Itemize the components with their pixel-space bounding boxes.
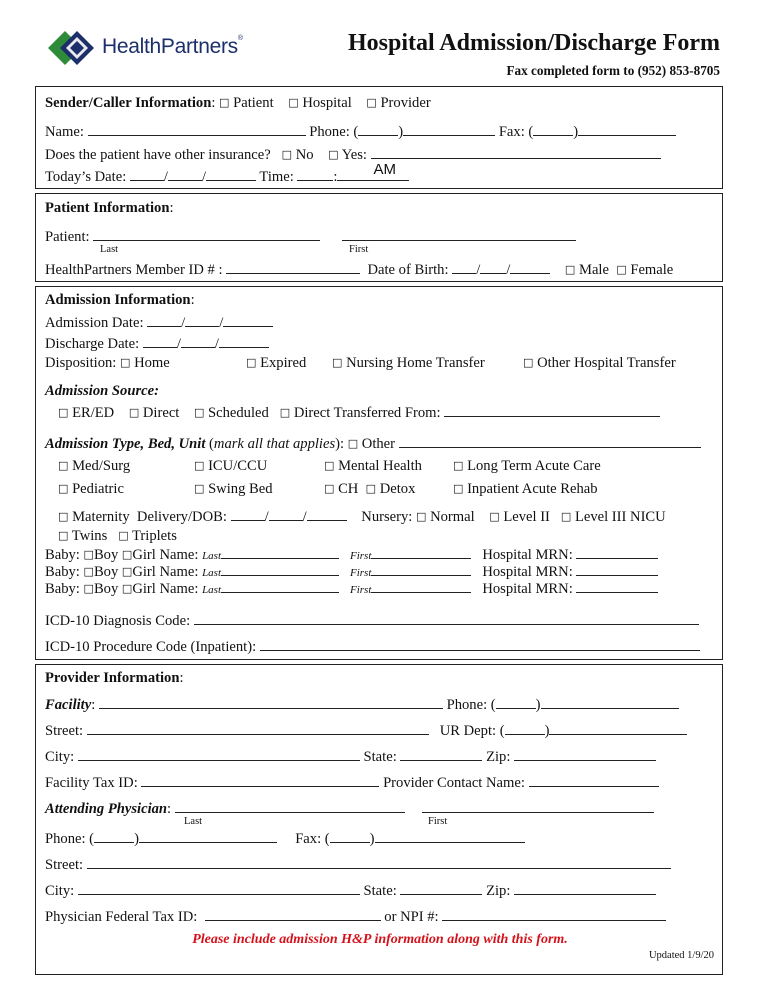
dob-day-field[interactable] (480, 260, 506, 274)
sender-phone-area-field[interactable] (358, 122, 398, 136)
baby-row-3: Baby: □Boy □Girl Name: Last First Hospital MRN: (45, 579, 658, 598)
physician-first-field[interactable] (422, 799, 654, 813)
dob-month-field[interactable] (452, 260, 476, 274)
hp-note: Please include admission H&P information along with this form. (192, 932, 568, 947)
facility-state-field[interactable] (400, 747, 482, 761)
discharge-day-field[interactable] (181, 334, 215, 348)
facility-field[interactable] (99, 695, 443, 709)
icd-diagnosis-row: ICD-10 Diagnosis Code: (45, 611, 699, 630)
detox-checkbox[interactable]: □ (365, 482, 377, 495)
facility-street-field[interactable] (87, 721, 429, 735)
today-year-field[interactable] (206, 167, 256, 181)
type-other-field[interactable] (399, 434, 701, 448)
baby-row-2: Baby: □Boy □Girl Name: Last First Hospital MRN: (45, 562, 658, 581)
baby3-mrn-field[interactable] (576, 579, 658, 593)
icu-ccu-checkbox[interactable]: □ (194, 459, 205, 472)
physician-phone-field[interactable] (139, 829, 277, 843)
time-ampm-field[interactable] (371, 161, 409, 181)
insurance-yes-checkbox[interactable]: □ (328, 148, 339, 161)
dob-year-field[interactable] (510, 260, 550, 274)
patient-first-label: First (349, 244, 369, 255)
physician-last-label: Last (184, 816, 203, 827)
baby1-last-field[interactable] (221, 545, 339, 559)
sender-fax-area-field[interactable] (533, 122, 573, 136)
baby2-mrn-field[interactable] (576, 562, 658, 576)
facility-city-row: City: State: Zip: (45, 747, 656, 766)
provider-heading: Provider Information (45, 670, 180, 686)
baby2-first-field[interactable] (371, 562, 471, 576)
facility-phone-field[interactable] (541, 695, 679, 709)
delivery-day-field[interactable] (269, 507, 303, 521)
admission-section: Admission Information: Admission Date: / / Discharge Date: / / Disposition: □ Home □ Expired □ Nursing Home Transfer □ Other Hospital Transfer Admission Source: □ ER/ED □ Direct □ Scheduled □ Direct Transferred From: Admission Type, Bed, Unit (mark all that applies): □ Other □ Med/Surg □ ICU/CCU □ Mental Health □ Long Term Acute Care □ Pediatric □ Swing Bed □ CH □ Detox □ Inpatient Acute Rehab □ Maternity Delivery/DOB: / / Nursery: □ Normal □ Level II □ Level III NICU □ Twins □ Triplets Baby: □Boy □Girl Name: Last First Hospital MRN: Baby: □Boy □Girl Name: Last First Hospital MRN: Baby: □Boy □Girl Name: Last First Hospital MRN: ICD-10 Diagnosis Code: ICD-10 Procedure Code (Inpatient): (35, 286, 723, 660)
logo-text: HealthPartners® (102, 35, 243, 58)
insurance-row: Does the patient have other insurance? □ No □ Yes: (45, 145, 661, 164)
nursery-level2-checkbox[interactable]: □ (489, 510, 500, 523)
physician-last-field[interactable] (175, 799, 405, 813)
facility-phone-area-field[interactable] (496, 695, 536, 709)
maternity-checkbox[interactable]: □ (58, 510, 69, 523)
inpatient-rehab-checkbox[interactable]: □ (453, 482, 464, 495)
ch-checkbox[interactable]: □ (324, 482, 335, 495)
mental-health-checkbox[interactable]: □ (324, 459, 335, 472)
nursery-normal-checkbox[interactable]: □ (416, 510, 427, 523)
other-insurance-field[interactable] (371, 145, 661, 159)
provider-checkbox[interactable]: □ (366, 96, 377, 109)
admission-heading: Admission Information (45, 292, 191, 308)
baby1-mrn-field[interactable] (576, 545, 658, 559)
physician-fax-field[interactable] (375, 829, 525, 843)
baby3-first-field[interactable] (371, 579, 471, 593)
multiples-row: □ Twins □ Triplets (58, 528, 177, 544)
icd-procedure-row: ICD-10 Procedure Code (Inpatient): (45, 637, 700, 656)
med-surg-checkbox[interactable]: □ (58, 459, 69, 472)
sender-name-row: Name: Phone: ( ) Fax: ( ) (45, 122, 676, 141)
physician-fax-area-field[interactable] (330, 829, 370, 843)
physician-phone-area-field[interactable] (94, 829, 134, 843)
sender-section (35, 86, 723, 189)
triplets-checkbox[interactable]: □ (118, 529, 129, 542)
admission-year-field[interactable] (223, 313, 273, 327)
member-id-field[interactable] (226, 260, 360, 274)
patient-heading: Patient Information (45, 200, 170, 216)
female-checkbox[interactable]: □ (616, 263, 627, 276)
physician-street-field[interactable] (87, 855, 671, 869)
baby2-girl-checkbox[interactable]: □ (121, 565, 133, 578)
admission-date-row: Admission Date: / / (45, 313, 273, 332)
ltac-checkbox[interactable]: □ (453, 459, 464, 472)
sender-phone-field[interactable] (403, 122, 495, 136)
baby2-boy-checkbox[interactable]: □ (83, 565, 94, 578)
pediatric-checkbox[interactable]: □ (58, 482, 69, 495)
twins-checkbox[interactable]: □ (58, 529, 69, 542)
form-title: Hospital Admission/Discharge Form (347, 30, 720, 56)
delivery-year-field[interactable] (307, 507, 347, 521)
ur-phone-field[interactable] (549, 721, 687, 735)
baby3-girl-checkbox[interactable]: □ (121, 582, 133, 595)
physician-phone-row: Phone: ( ) Fax: ( ) (45, 829, 525, 848)
nursery-level3-checkbox[interactable]: □ (560, 510, 572, 523)
swing-bed-checkbox[interactable]: □ (194, 482, 205, 495)
physician-city-row: City: State: Zip: (45, 881, 656, 900)
sender-heading: Sender/Caller Information (45, 95, 212, 111)
tax-id-row: Facility Tax ID: Provider Contact Name: (45, 773, 659, 792)
today-month-field[interactable] (130, 167, 164, 181)
hospital-checkbox[interactable]: □ (288, 96, 299, 109)
fax-note: Fax completed form to (952) 853-8705 (506, 63, 720, 78)
updated-date: Updated 1/9/20 (648, 950, 714, 961)
time-minute-field[interactable] (337, 167, 371, 181)
discharge-date-row: Discharge Date: / / (45, 334, 269, 353)
admission-source-heading: Admission Source: (45, 383, 159, 399)
disposition-other-hospital-checkbox[interactable]: □ (523, 356, 534, 369)
member-row: HealthPartners Member ID # : Date of Birth: / / □ Male □ Female (45, 262, 674, 278)
patient-name-row: Patient: (45, 227, 576, 246)
facility-row: Facility: Phone: ( ) (45, 695, 679, 714)
physician-state-field[interactable] (400, 881, 482, 895)
baby2-last-field[interactable] (221, 562, 339, 576)
source-transfer-checkbox[interactable]: □ (279, 406, 291, 419)
time-ampm-value: AM (373, 161, 396, 178)
logo-diamond-icon (44, 27, 100, 69)
transferred-from-field[interactable] (444, 403, 660, 417)
disposition-expired-checkbox[interactable]: □ (246, 356, 257, 369)
sender-name-field[interactable] (88, 122, 306, 136)
facility-street-row: Street: UR Dept: ( ) (45, 721, 687, 740)
patient-last-name-field[interactable] (93, 227, 320, 241)
baby1-boy-checkbox[interactable]: □ (83, 548, 94, 561)
patient-checkbox[interactable]: □ (219, 96, 230, 109)
delivery-month-field[interactable] (231, 507, 265, 521)
physician-first-label: First (428, 816, 448, 827)
ur-phone-area-field[interactable] (505, 721, 545, 735)
type-other-checkbox[interactable]: □ (347, 437, 359, 450)
insurance-no-checkbox[interactable]: □ (281, 148, 293, 161)
physician-street-row: Street: (45, 855, 671, 874)
source-direct-checkbox[interactable]: □ (128, 406, 140, 419)
male-checkbox[interactable]: □ (564, 263, 576, 276)
discharge-month-field[interactable] (143, 334, 177, 348)
disposition-nursing-checkbox[interactable]: □ (332, 356, 343, 369)
sender-fax-field[interactable] (578, 122, 676, 136)
provider-contact-field[interactable] (529, 773, 659, 787)
provider-section: Provider Information: Facility: Phone: ( ) Street: UR Dept: ( ) City: State: Zip: Facility Tax ID: Provider Contact Name: Attending Physician: Last First Phone: ( ) Fax: ( ) Street: City: State: Zip: Physician Federal Tax ID: or NPI #: Please include admission H&P information along with this form. Updated 1/9/20 (35, 664, 723, 975)
admission-source-row: □ ER/ED □ Direct □ Scheduled □ Direct Transferred From: (58, 403, 660, 422)
admission-month-field[interactable] (147, 313, 181, 327)
patient-first-name-field[interactable] (342, 227, 576, 241)
facility-city-field[interactable] (78, 747, 360, 761)
baby1-first-field[interactable] (371, 545, 471, 559)
physician-row: Attending Physician: (45, 799, 654, 818)
disposition-home-checkbox[interactable]: □ (120, 356, 131, 369)
patient-section: Patient Information: Patient: Last First HealthPartners Member ID # : Date of Birth: / / □ Male □ Female (35, 193, 723, 282)
sender-heading-row: Sender/Caller Information: □ Patient □ Hospital □ Provider (45, 95, 431, 111)
baby3-last-field[interactable] (221, 579, 339, 593)
baby-row-1: Baby: □Boy □Girl Name: Last First Hospital MRN: (45, 545, 658, 564)
date-time-row: Today’s Date: / / Time: : AM (45, 167, 409, 186)
facility-tax-id-field[interactable] (141, 773, 379, 787)
admission-type-row: Admission Type, Bed, Unit (mark all that applies): □ Other (45, 434, 701, 453)
discharge-year-field[interactable] (219, 334, 269, 348)
physician-city-field[interactable] (78, 881, 360, 895)
facility-zip-field[interactable] (514, 747, 656, 761)
baby1-girl-checkbox[interactable]: □ (121, 548, 133, 561)
today-day-field[interactable] (168, 167, 202, 181)
physician-zip-field[interactable] (514, 881, 656, 895)
icd-procedure-field[interactable] (260, 637, 700, 651)
admission-day-field[interactable] (185, 313, 219, 327)
healthpartners-logo (44, 27, 284, 69)
time-hour-field[interactable] (297, 167, 333, 181)
source-scheduled-checkbox[interactable]: □ (193, 406, 205, 419)
baby3-boy-checkbox[interactable]: □ (83, 582, 94, 595)
fed-tax-row: Physician Federal Tax ID: or NPI #: (45, 907, 666, 926)
npi-field[interactable] (442, 907, 666, 921)
patient-last-label: Last (100, 244, 119, 255)
disposition-row: Disposition: □ Home (45, 355, 170, 371)
fed-tax-id-field[interactable] (205, 907, 381, 921)
source-er-checkbox[interactable]: □ (58, 406, 69, 419)
icd-diagnosis-field[interactable] (194, 611, 699, 625)
maternity-row: □ Maternity Delivery/DOB: / / Nursery: □ Normal □ Level II □ Level III NICU (58, 509, 666, 525)
